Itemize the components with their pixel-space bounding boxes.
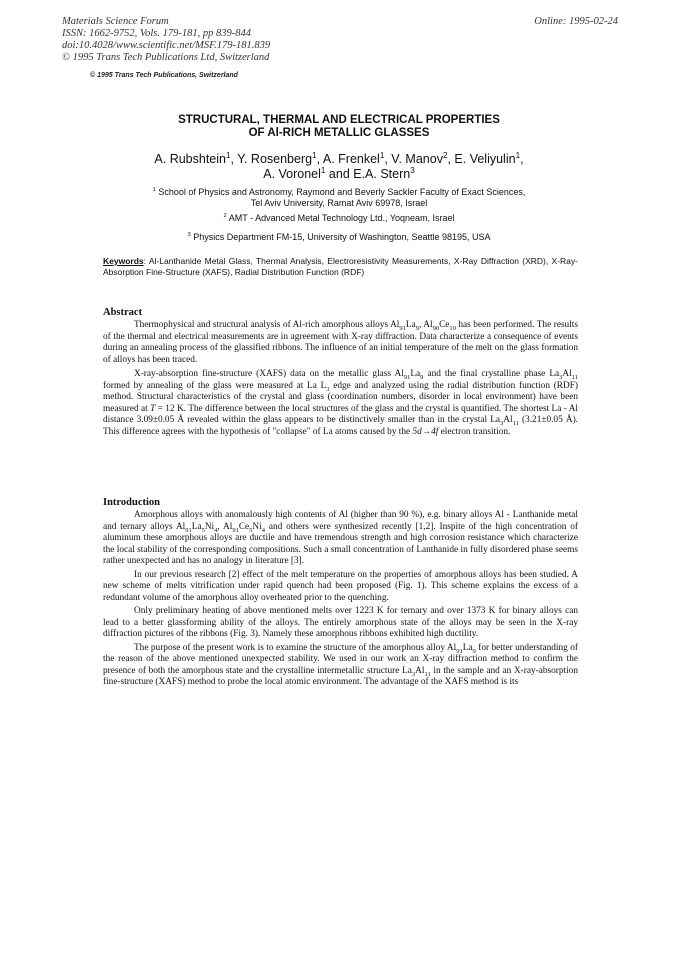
author-affiliation-mark: 1 [226,150,231,160]
affiliation-number: 3 [187,232,191,238]
affiliation-1 [0,187,678,209]
publisher-copyright: © 1995 Trans Tech Publications, Switzerland [90,72,238,79]
author-name: A. Rubshtein [154,152,226,166]
affiliation-number: 2 [223,213,227,219]
introduction-heading: Introduction [103,497,160,508]
author-affiliation-mark: 3 [410,165,415,175]
title-line-1: STRUCTURAL, THERMAL AND ELECTRICAL PROPERTIES [178,114,500,126]
author-line-2: A. Voronel$^1$ and E.A. Stern$^3$ [263,165,415,181]
author-line-1: A. Rubshtein$^1$, Y. Rosenberg$^1$, A. Frenkel$^1$, V. Manov$^2$, E. Veliyulin$^1$, [154,150,524,166]
introduction-paragraph-4: The purpose of the present work is to examine the structure of the amorphous alloy $Al_{91}La_9$ for better understanding of the reason of the above mentioned unexpected stability. We used in our work an X-ray diffraction method to confirm the presence of both the amorphous state and the crystalline intermetallic structure $La_3Al_{11}$ in the sample and an X-ray-absorption fine-structure (XAFS) method to probe the local atomic environment. The advantage of the XAFS method is its [103,642,579,687]
author-affiliation-mark: 1 [312,150,317,160]
keywords: Keywords: Al-Lanthanide Metal Glass, Thermal Analysis, Electroresistivity Measurements, X-Ray Diffraction (XRD), X-Ray-Absorption Fine-Structure (XAFS), Radial Distribution Function (RDF) [103,256,578,277]
affiliation-text: Physics Department FM-15, University of Washington, Seattle 98195, USA [193,232,491,242]
introduction-paragraph-1: Amorphous alloys with anomalously high contents of Al (higher than 90 %), e.g. binary alloys Al - Lanthanide metal and ternary alloys $Al_{91}La_5Ni_4$, $Al_{91}Ce_5Ni_4$ and others were synthesized recently [1,2]. Inspite of the high concentration of aluminum these amorphous alloys are ductile and have tremendous strength and high corrosion resistance which characterize the local stability of the corresponding compositions. Such a small concentration of Lanthanide in fully disordered phase seems rather unexpected and has no analogy in literature [3]. [103,510,578,566]
affiliation-number: 1 [152,187,156,193]
author-name: A. Voronel [263,167,321,181]
copyright-line: © 1995 Trans Tech Publications Ltd, Switzerland [62,52,270,63]
keywords-text: Al-Lanthanide Metal Glass, Thermal Analysis, Electroresistivity Measurements, X-Ray Diffraction (XRD), X-Ray-Absorption Fine-Structure (XAFS), Radial Distribution Function (RDF) [103,256,578,277]
author-name: A. Frenkel [322,152,380,166]
affiliation-3 [0,232,678,243]
author-name: Y. Rosenberg [237,152,313,166]
affiliation-text: AMT - Advanced Metal Technology Ltd., Yoqneam, Israel [228,213,455,223]
paper-title [0,114,678,140]
author-affiliation-mark: 1 [379,150,385,160]
abstract-section [103,306,578,438]
abstract-heading: Abstract [103,307,143,318]
introduction-paragraph-3: Only preliminary heating of above mentioned melts over 1223 K for ternary and over 1373 K for binary alloys can lead to a better glassforming ability of the alloys. The entirely amorphous state of the alloys may be seen in the X-ray diffraction pictures of the ribbons (Fig. 3). Namely these amorphous ribbons exhibited high ductility. [103,606,578,639]
doi-link[interactable]: doi:10.4028/www.scientific.net/MSF.179-181.839 [62,40,271,51]
introduction-section [103,496,578,689]
affiliation-2 [0,213,678,224]
author-list [0,152,678,182]
abstract-paragraph-1: Thermophysical and structural analysis of Al-rich amorphous alloys $Al_{91}La_9$, $Al_{90}Ce_{10}$ has been performed. The results of the thermal and electrical measurements are in agreement with X-ray diffraction. Data characterize a consequence of events during an annealing process of the glassified ribbons. The influence of an initial temperature of the melt on the glass formation of alloys has been traced. [103,320,578,365]
author-affiliation-mark: 1 [320,165,326,175]
author-affiliation-mark: 1 [515,150,521,160]
title-line-2: OF Al-RICH METALLIC GLASSES [248,127,430,139]
affiliation-text: Tel Aviv University, Ramat Aviv 69978, Israel [250,198,428,208]
author-name: E. Veliyulin [454,152,516,166]
affiliation-text: School of Physics and Astronomy, Raymond and Beverly Sackler Faculty of Exact Sciences, [158,187,526,197]
author-affiliation-mark: 2 [442,150,448,160]
introduction-paragraph-2: In our previous research [2] effect of the melt temperature on the properties of amorphous alloys has been studied. A new scheme of melts vitrification under rapid quench had been proposed (Fig. 1). This scheme explains the excess of a redundant volume of the amorphous alloy overheated prior to the quenching. [103,569,578,603]
issn-line: ISSN: 1662-9752, Vols. 179-181, pp 839-844 [62,28,251,39]
online-date: Online: 1995-02-24 [534,16,618,27]
abstract-paragraph-2: X-ray-absorption fine-structure (XAFS) data on the metallic glass $Al_{91}La_9$ and the final crystalline phase $La_3Al_{11}$ formed by annealing of the glass were measured at La $L_3$ edge and analyzed using the radial distribution function (RDF) method. Structural characteristics of the crystal and glass (coordination numbers, disorder in local environment) have been measured at T = 12 K. The difference between the local structures of the glass and the crystal is quantified. The shortest La - Al distance 3.09±0.05 Å revealed within the glass appears to be distinctively smaller than in the crystal $La_3Al_{11}$ (3.21±0.05 Å). This difference agrees with the hypothesis of "collapse" of La atoms caused by the 5d→4f electron transition. [103,369,578,437]
keywords-label: Keywords [103,256,144,266]
author-name: V. Manov [391,152,443,166]
journal-header [62,16,618,64]
journal-name: Materials Science Forum [62,16,169,27]
author-name: E.A. Stern [353,167,411,181]
